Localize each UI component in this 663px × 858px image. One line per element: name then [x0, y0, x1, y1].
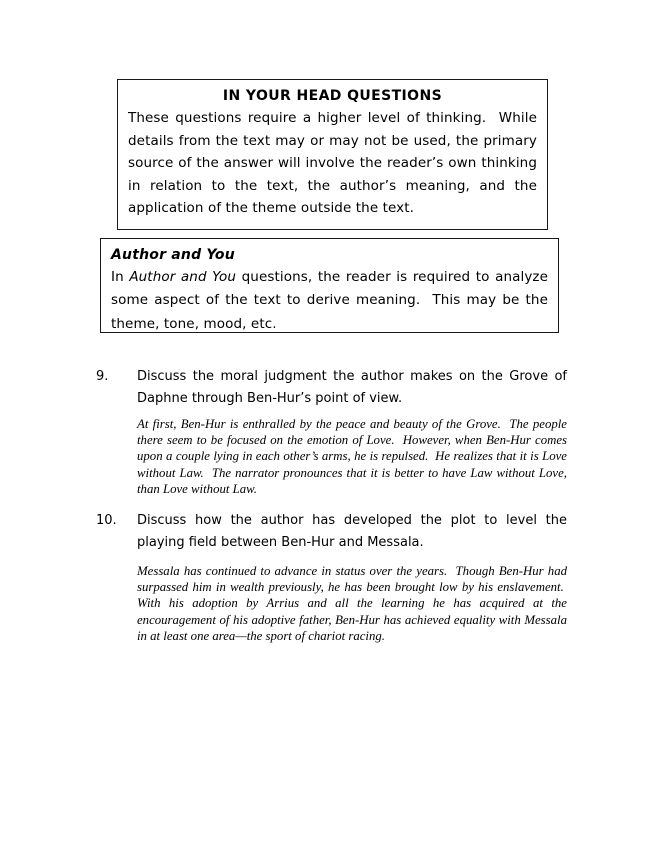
question-10-answer: Messala has continued to advance in status over the years. Though Ben-Hur had surpassed him in wealth previously, he has been brought low by his enslavement. With his adoption by Arrius and all the learning he has acquired at the encouragement of his adoptive father, Ben-Hur has achieved equality with Messala in at least one area—the sport of chariot racing. [137, 564, 567, 643]
question-10-number: 10. [96, 513, 117, 528]
in-your-head-questions-box [117, 79, 548, 230]
question-9-prompt: Discuss the moral judgment the author makes on the Grove of Daphne through Ben-Hur’s point of view. [137, 369, 567, 406]
question-9 [96, 366, 567, 409]
question-10 [96, 510, 567, 553]
in-your-head-questions-title: IN YOUR HEAD QUESTIONS [222, 88, 443, 104]
question-10-prompt: Discuss how the author has developed the plot to level the playing field between Ben-Hur and Messala. [137, 513, 567, 550]
in-your-head-questions-body: These questions require a higher level of thinking. While details from the text may or may not be used, the primary source of the answer will involve the reader’s own thinking in relation to the text, the author’s meaning, and the application of the theme outside the text. [128, 110, 537, 217]
author-and-you-body-suffix: questions, the reader is required to analyze some aspect of the text to derive meaning. This may be the theme, tone, mood, etc. [111, 269, 549, 332]
author-and-you-box [100, 238, 559, 333]
author-and-you-body-italic-term: Author and You [129, 269, 237, 285]
question-9-answer: At first, Ben-Hur is enthralled by the peace and beauty of the Grove. The people there seem to be focused on the emotion of Love. However, when Ben-Hur comes upon a couple lying in each other’s arms, he is repulsed. He realizes that it is Love without Law. The narrator pronounces that it is better to have Law without Love, than Love without Law. [137, 417, 567, 496]
question-9-number: 9. [96, 369, 109, 384]
author-and-you-body-prefix: In [111, 269, 130, 285]
author-and-you-title: Author and You [111, 247, 235, 263]
author-and-you-body [111, 266, 548, 336]
